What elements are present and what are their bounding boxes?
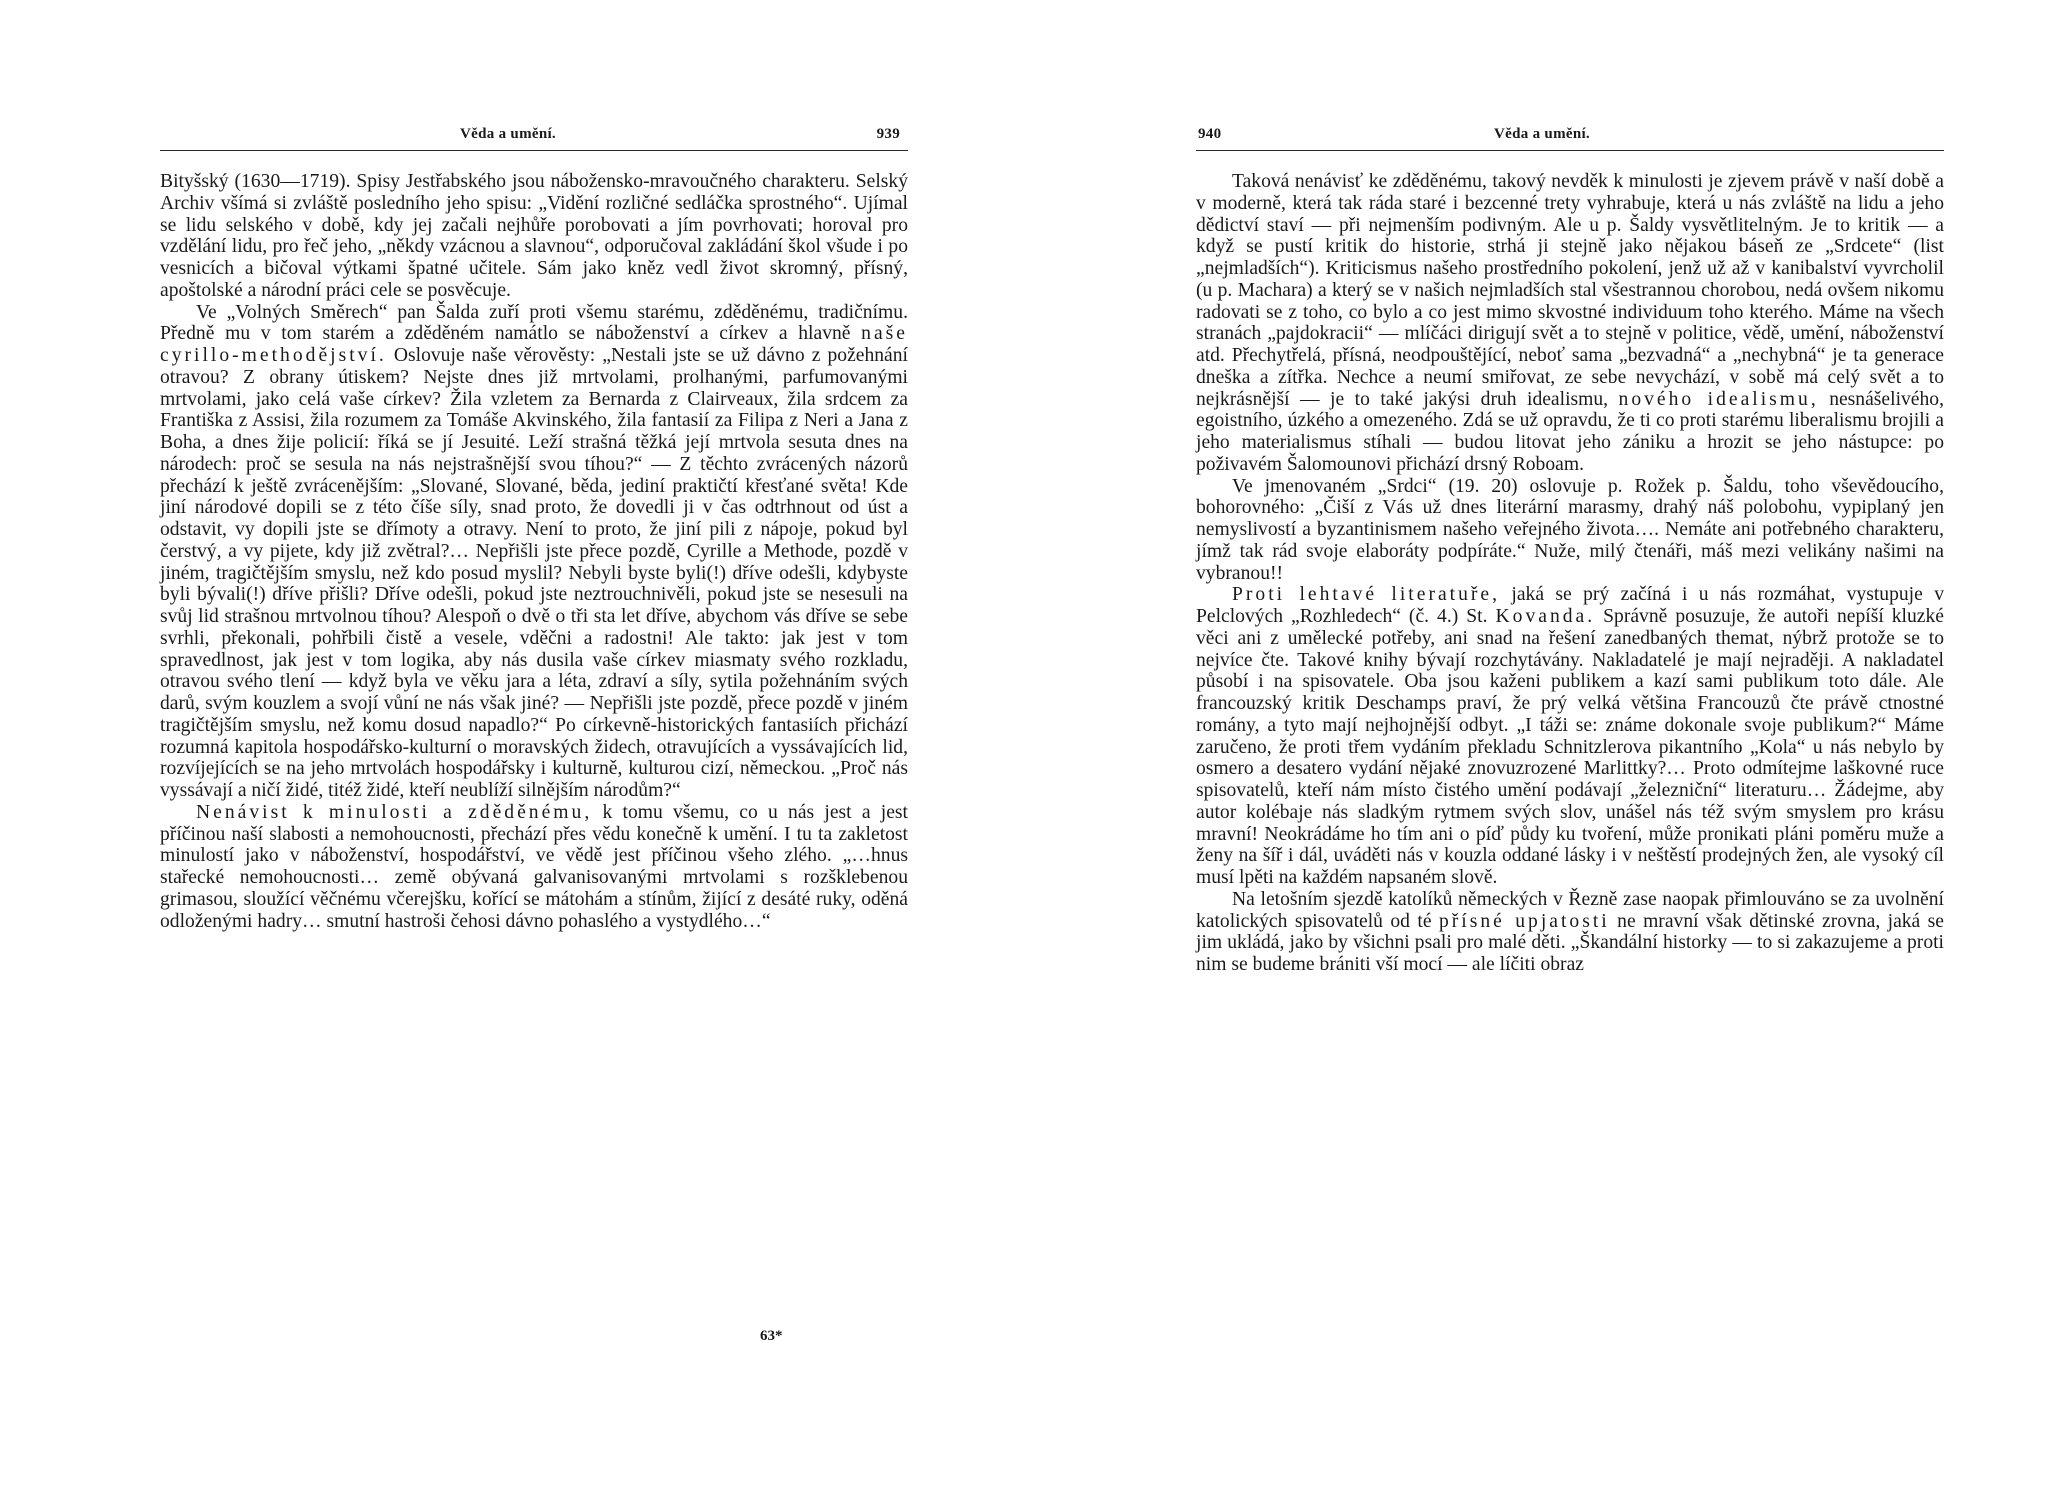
right-page-number: 940	[1198, 126, 1222, 142]
right-paragraph-3-spaced-1: Proti lehtavé literatuře,	[1232, 584, 1501, 606]
right-page	[1196, 120, 1944, 976]
right-paragraph-4	[1196, 889, 1944, 976]
left-page	[160, 120, 908, 1344]
right-paragraph-3-part-a: jaká se prý začíná i u nás rozmáhat, vystupuje v Pelclových „Rozhledech“ (č. 4.) St.	[1196, 584, 1944, 627]
right-paragraph-3	[1196, 584, 1944, 889]
left-paragraph-3-part-b: k tomu všemu, co u nás jest a jest příčinou naší slabosti a nemohoucnosti, přechází přes vědu konečně k umění. I tu ta zakletost minulostí jako v náboženství, hospodářství, ve vědě jest příčinou všeho zlého. „…hnus stařecké nemohoucnosti… země obývaná galvanisovanými mrtvolami s rozšklebenou grimasou, sloužící věčnému včerejšku, kořící se mátohám a stínům, žijící z desáté ruky, oděná odloženými hadry… smutní hastroši čehosi dávno pohaslého a vystydlého…“	[160, 801, 908, 932]
left-paragraph-3-spaced: Nenávist k minulosti a zděděnému,	[196, 801, 593, 823]
left-paragraph-1: Bityšský (1630—1719). Spisy Jestřabského jsou nábožensko-mravoučného charakteru. Selský Archiv všímá si zvláště posledního jeho spisu: „Vidění rozličné sedláčka sprostného“. Ujímal se lidu selského v době, kdy jej začali nejhůře porobovati a jím povrhovati; horoval pro vzdělání lidu, pro řeč jeho, „někdy vzácnou a slavnou“, odporučoval zakládání škol všude i po vesnicích a bičoval výtkami špatné učitele. Sám jako kněz vedl život skromný, přísný, apoštolské a národní práci cele se posvěcuje.	[160, 171, 908, 301]
left-running-head	[160, 120, 908, 151]
left-paragraph-2-part-a: Ve „Volných Směrech“ pan Šalda zuří proti všemu starému, zděděnému, tradičnímu. Předně mu v tom starém a zděděném namátlo se náboženství a církev a hlavně	[160, 301, 908, 345]
right-paragraph-1-spaced: nového idealismu,	[1618, 388, 1819, 410]
left-paragraph-2	[160, 302, 908, 802]
left-signature-mark: 63*	[760, 1328, 783, 1344]
left-page-number: 939	[876, 126, 900, 142]
right-paragraph-4-part-a: Na letošním sjezdě katolíků německých v Řezně zase naopak přimlouváno se za uvolnění katolických spisovatelů od té	[1196, 888, 1944, 932]
right-paragraph-3-part-b: Správně posuzuje, že autoři nepíší kluzké věci ani z umělecké potřeby, ani snad na řešení zanedbaných themat, nýbrž protože se to nejvíce čte. Takové knihy bývají rozchytávány. Nakladatelé je mají nejraději. A nakladatel působí i na spisovatele. Oba jsou kaženi publikem a kazí sami publikum toto dále. Ale francouzský kritik Deschamps praví, že prý velká většina Francouzů čte právě ctnostné romány, a tyto mají nejhojnější odbyt. „I táži se: známe dokonale svoje publikum?“ Máme zaručeno, že proti třem vydáním překladu Schnitzlerova pikantního „Kola“ u nás nebylo by osmero a desatero vydání nějaké znovuzrozené Marlittky?… Proto odmítejme laškovné ruce spisovatelů, kteří nám místo čistého umění podávají „železniční“ literaturu… Žádejme, aby autor kolébaje nás sladkým rytmem svých slov, unášel nás též svým smyslem pro krásu mravní! Neokrádáme ho tím ani o píď půdy ku tvoření, může pronikati pláni poměru muže a ženy na šíř i dál, uváděti nás v kouzla oddané lásky i v neštěstí prodejných žen, ale vysoký cíl musí lpěti na každém napsaném slově.	[1196, 606, 1944, 888]
right-paragraph-1-part-a: Taková nenávisť ke zděděnému, takový nevděk k minulosti je zjevem právě v naší době a v moderně, která tak ráda staré i bezcenné trety vyhrabuje, která u nás zvláště na lidu a jeho dědictví staví — při nejmenším podivným. Ale u p. Šaldy vysvětlitelným. Je to kritik — a když se pustí kritik do historie, strhá ji stejně jako nějakou báseň ze „Srdcete“ (list „nejmladších“). Kriticismus našeho prostředního pokolení, jenž už až v kanibalství vyvrcholil (u p. Machara) a který se v našich nejmladších stal všestrannou chorobou, nedá ovšem nikomu radovati se z toho, co bylo a co jest mimo skvostné individuum toho kterého. Máme na všech stranách „pajdokracii“ — mlíčáci dirigují svět a to stejně v politice, vědě, umění, náboženství atd. Přechytřelá, přísná, neodpouštějící, neboť sama „bezvadná“ a „nechybná“ je ta generace dneška a zítřka. Nechce a neumí smiřovat, ze sebe nevychází, v sobě má celý svět a to nejkrásnější — je to také jakýsi druh idealismu,	[1196, 171, 1944, 410]
right-paragraph-4-spaced: přísné upjatosti	[1438, 910, 1610, 932]
right-paragraph-4-part-b: ne mravní však dětinské zrovna, jaká se jim ukládá, jako by všichni psali pro malé děti. „Škandální historky — to si zakazujeme a proti nim se budeme brániti vší mocí — ale líčiti obraz	[1196, 910, 1944, 975]
right-paragraph-1-part-b: nesnášelivého, egoistního, úzkého a omezeného. Zdá se už opravdu, že ti co proti starému liberalismu brojili a jeho materialismus stíhali — budou litovat jeho zániku a hrozit se jeho nástupce: po poživavém Šalomounovi přichází drsný Roboam.	[1196, 388, 1944, 475]
left-body-text	[160, 171, 908, 932]
left-header-title: Věda a umění.	[460, 126, 556, 142]
right-body-text	[1196, 171, 1944, 976]
left-paragraph-3	[160, 802, 908, 933]
right-paragraph-2: Ve jmenovaném „Srdci“ (19. 20) oslovuje p. Rožek p. Šaldu, toho vševědoucího, bohorovného: „Čiší z Vás už dnes literární marasmy, drahý náš polobohu, vypiplaný jen nemyslivostí a byzantinismem našeho veřejného života…. Nemáte ani potřebného charakteru, jímž tak rád svoje elaboráty podpíráte.“ Nuže, milý čtenáři, máš mezi velikány našimi na vybranou!!	[1196, 475, 1944, 584]
left-paragraph-2-spaced: naše cyrillo-methodějství.	[160, 323, 908, 366]
right-header-title: Věda a umění.	[1494, 126, 1590, 142]
right-paragraph-3-spaced-2: Kovanda.	[1495, 606, 1596, 627]
right-paragraph-1	[1196, 171, 1944, 476]
right-running-head	[1196, 120, 1944, 151]
left-paragraph-2-part-b: Oslovuje naše věrověsty: „Nestali jste se už dávno z požehnání otravou? Z obrany útiskem? Nejste dnes již mrtvolami, prolhanými, parfumovanými mrtvolami, jako celá vaše církev? Žila vzletem za Bernarda z Clairveaux, žila srdcem za Františka z Assisi, žila rozumem za Tomáše Akvinského, žila fantasií za Filipa z Neri a Jana z Boha, a dnes žije policií: říká se jí Jesuité. Leží strašná těžká její mrtvola sesuta dnes na národech: proč se sesula na nás nejstrašnější svou tíhou?“ — Z těchto zvrácených názorů přechází k ještě zvrácenějším: „Slované, Slované, běda, jediní praktičtí křesťané světa! Kde jiní národové dopili se z této číše síly, snad proto, že dovedli ji v čas odtrhnout od úst a odstavit, vy dopili jste se dřímoty a otravy. Není to proto, že jiní pili z nápoje, pokud byl čerstvý, a vy pijete, kdy již zvětral?… Nepřišli jste přece pozdě, Cyrille a Methode, pozdě v jiném, tragičtějším smyslu, než kdo posud myslil? Nebyli byste byli(!) dříve odešli, kdybyste byli bývali(!) dříve přišli? Dříve odešli, pokud jste neztrouchnivěli, pokud jste se nesesuli na svůj lid strašnou mrtvolnou tíhou? Alespoň o dvě o tři sta let dříve, abychom vás dříve se sebe svrhli, překonali, pohřbili čistě a vesele, vděčni a radostni! Ale takto: jak jest v tom spravedlnost, jak jest v tom logika, aby nás dusila vaše církev miasmaty svého rozkladu, otravou svého tlení — když byla ve věku jara a léta, zdraví a síly, sytila požehnáním svých darů, svým kouzlem a svojí vůní ne nás však jiné? — Nepřišli jste pozdě, přece pozdě v jiném tragičtějším smyslu, než komu dosud napadlo?“ Po církevně-historických fantasiích přichází rozumná kapitola hospodářsko-kulturní o moravských židech, otravujících a vyssávajících lid, rozvíjejících se na jeho mrtvolách hospodářsky i kulturně, kulturou cizí, německou. „Proč nás vyssávají a ničí židé, titéž židé, kteří neublíží silnějším národům?“	[160, 345, 908, 801]
